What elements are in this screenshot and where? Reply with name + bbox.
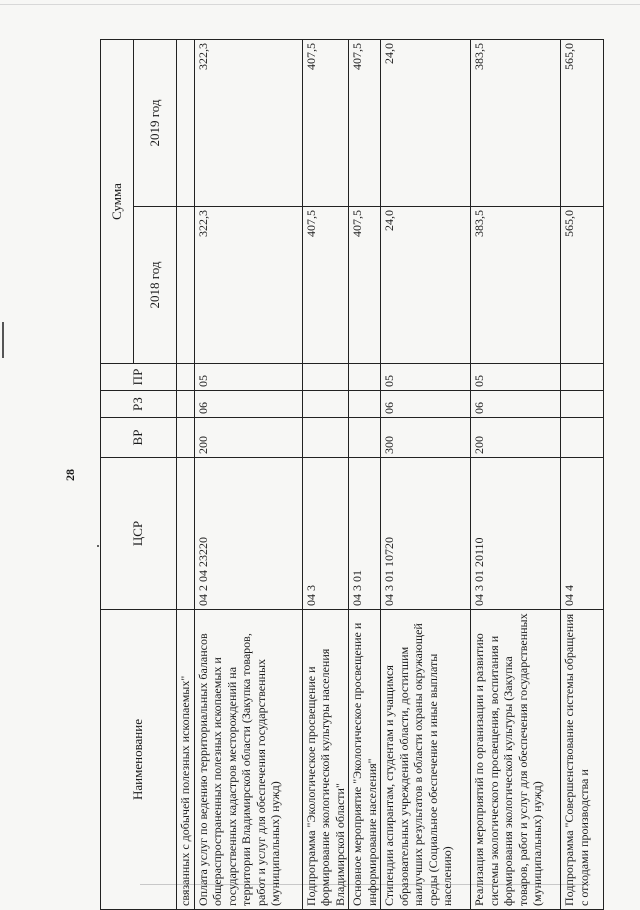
cell-rz [302,391,349,418]
cell-csr: 04 2 04 23220 [194,458,302,610]
cell-rz: 06 [381,391,471,418]
cell-pr: 05 [471,364,561,391]
cell-vr [561,418,604,458]
scan-mark [2,322,4,358]
table-row [302,40,349,910]
cell-2019: 565,0 [561,40,604,207]
cell-rz [177,391,195,418]
cell-2018: 407,5 [349,207,381,364]
cell-name: Подпрограмма "Экологическое просвещение и формирование экологической культуры населения Владимирской области" [302,610,349,910]
page-number: 28 [63,469,77,481]
cell-rz: 06 [194,391,302,418]
header-row [101,40,134,910]
cell-vr: 300 [381,418,471,458]
header-sum: Сумма [101,40,134,364]
scan-edge-top [0,4,640,5]
cell-csr: 04 3 01 10720 [381,458,471,610]
cell-vr [177,418,195,458]
cell-name: связанных с добычей полезных ископаемых" [177,610,195,910]
cell-vr [302,418,349,458]
cell-2018: 383,5 [471,207,561,364]
table-row [561,40,604,910]
cell-name: Подпрограмма "Совершенствование системы обращения с отходами производства и [561,610,604,910]
document-sheet [40,40,630,910]
cell-csr: 04 3 [302,458,349,610]
cell-pr [349,364,381,391]
cell-vr: 200 [471,418,561,458]
cell-2018: 322,3 [194,207,302,364]
cell-name: Стипендии аспирантам, студентам и учащимся образовательных учреждений области, достигшим наилучших результатов в области охраны окружающей среды (Социальное обеспечение и иные выплаты населению) [381,610,471,910]
cell-2019: 24,0 [381,40,471,207]
cell-2019 [177,40,195,207]
cell-pr [177,364,195,391]
cell-pr [302,364,349,391]
cell-2019: 407,5 [349,40,381,207]
header-2018: 2018 год [134,207,177,364]
header-2019: 2019 год [134,40,177,207]
cell-csr [177,458,195,610]
cell-csr: 04 3 01 20110 [471,458,561,610]
header-name: Наименование [101,610,177,910]
cell-csr: 04 4 [561,458,604,610]
cell-2018: 24,0 [381,207,471,364]
cell-name: Основное мероприятие "Экологическое просвещение и информирование населения" [349,610,381,910]
cell-name: Реализация мероприятий по организации и развитию системы экологического просвещения, воспитания и формирования экологической культуры (Закупка товаров, работ и услуг для обеспечения государственных (муниципальных) нужд) [471,610,561,910]
table-row [471,40,561,910]
cell-name: Оплата услуг по ведению территориальных балансов общераспространенных полезных ископаемых и государственных кадастров месторождений на территории Владимирской области (Закупка товаров, работ и услуг для обеспечения государственных (муниципальных) нужд) [194,610,302,910]
table-row [349,40,381,910]
cell-2018: 565,0 [561,207,604,364]
cell-rz: 06 [471,391,561,418]
cell-2018: 407,5 [302,207,349,364]
header-csr: ЦСР [101,458,177,610]
cell-2018 [177,207,195,364]
header-rz: РЗ [101,391,177,418]
table-row [177,40,195,910]
cell-2019: 322,3 [194,40,302,207]
cell-pr: 05 [381,364,471,391]
budget-table [100,39,604,910]
cell-vr [349,418,381,458]
cell-vr: 200 [194,418,302,458]
cell-rz [349,391,381,418]
table-row [381,40,471,910]
cell-csr: 04 3 01 [349,458,381,610]
header-vr: ВР [101,418,177,458]
header-pr: ПР [101,364,177,391]
table-row [194,40,302,910]
cell-pr [561,364,604,391]
cell-2019: 383,5 [471,40,561,207]
cell-rz [561,391,604,418]
cell-2019: 407,5 [302,40,349,207]
cell-pr: 05 [194,364,302,391]
